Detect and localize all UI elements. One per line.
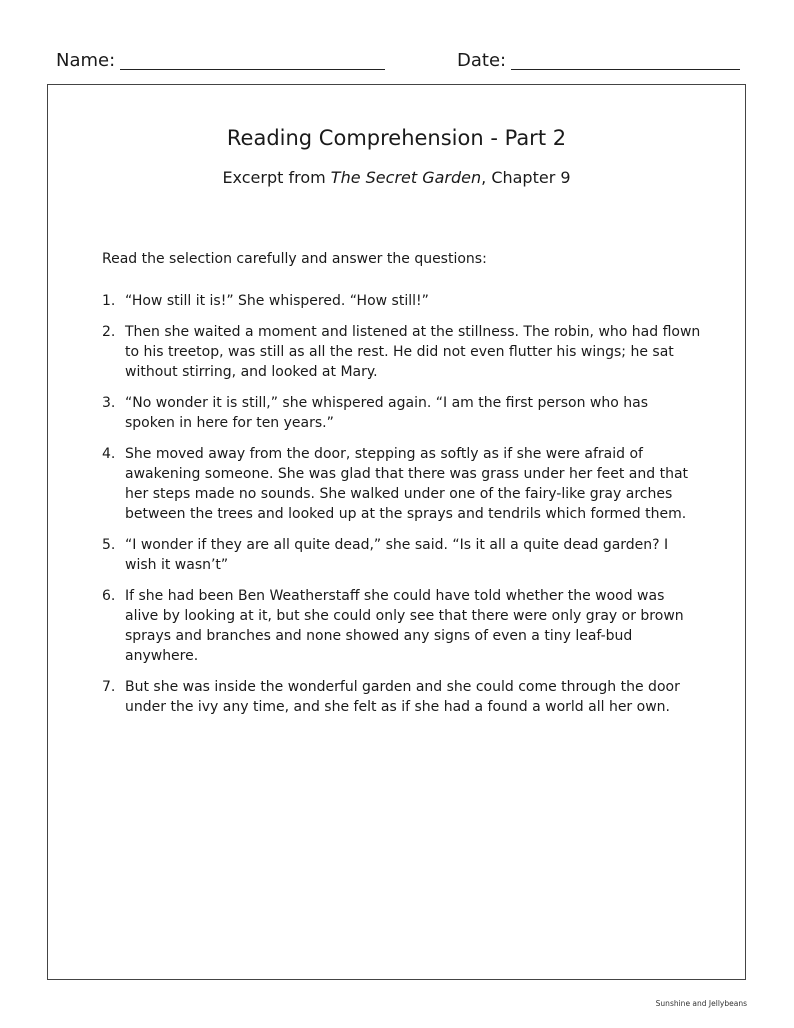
passage-list [102, 291, 702, 728]
paragraph-number: 3. [102, 395, 116, 411]
paragraph-number: 2. [102, 324, 116, 340]
passage-paragraph [102, 291, 702, 311]
instructions: Read the selection carefully and answer the questions: [102, 251, 487, 267]
paragraph-text: Then she waited a moment and listened at the stillness. The robin, who had flown to his treetop, was still as all the rest. He did not even flutter his wings; he sat without stirring, and looked at Mary. [125, 324, 701, 380]
paragraph-text: But she was inside the wonderful garden and she could come through the door under the ivy any time, and she felt as if she had a found a world all her own. [125, 679, 680, 715]
passage-paragraph [102, 444, 702, 524]
paragraph-text: “I wonder if they are all quite dead,” she said. “Is it all a quite dead garden? I wish it wasn’t” [125, 537, 669, 573]
footer-credit: Sunshine and Jellybeans [655, 999, 747, 1008]
paragraph-text: “No wonder it is still,” she whispered again. “I am the first person who has spoken in here for ten years.” [125, 395, 649, 431]
paragraph-number: 5. [102, 537, 116, 553]
passage-paragraph [102, 535, 702, 575]
date-label: Date: [457, 50, 507, 71]
name-label: Name: [56, 50, 116, 71]
paragraph-number: 1. [102, 293, 116, 309]
passage-paragraph [102, 393, 702, 433]
paragraph-text: If she had been Ben Weatherstaff she could have told whether the wood was alive by looking at it, but she could only see that there were only gray or brown sprays and branches and none showed any signs of even a tiny leaf-bud anywhere. [125, 588, 684, 664]
subtitle-suffix: , Chapter 9 [481, 168, 571, 187]
passage-paragraph [102, 677, 702, 717]
paragraph-text: “How still it is!” She whispered. “How still!” [125, 293, 429, 309]
page-subtitle [48, 168, 745, 188]
paragraph-number: 7. [102, 679, 116, 695]
date-field[interactable] [511, 69, 740, 70]
paragraph-number: 6. [102, 588, 116, 604]
subtitle-prefix: Excerpt from [222, 168, 326, 187]
page-title: Reading Comprehension - Part 2 [226, 126, 567, 150]
name-field[interactable] [120, 69, 385, 70]
passage-paragraph [102, 322, 702, 382]
passage-paragraph [102, 586, 702, 666]
worksheet-frame [47, 84, 746, 980]
paragraph-text: She moved away from the door, stepping as softly as if she were afraid of awakening someone. She was glad that there was grass under her feet and that her steps made no sounds. She walked under one of the fairy-like gray arches between the trees and looked up at the sprays and tendrils which formed them. [125, 446, 689, 522]
book-title: The Secret Garden [330, 168, 482, 187]
paragraph-number: 4. [102, 446, 116, 462]
student-info-header [56, 50, 740, 74]
